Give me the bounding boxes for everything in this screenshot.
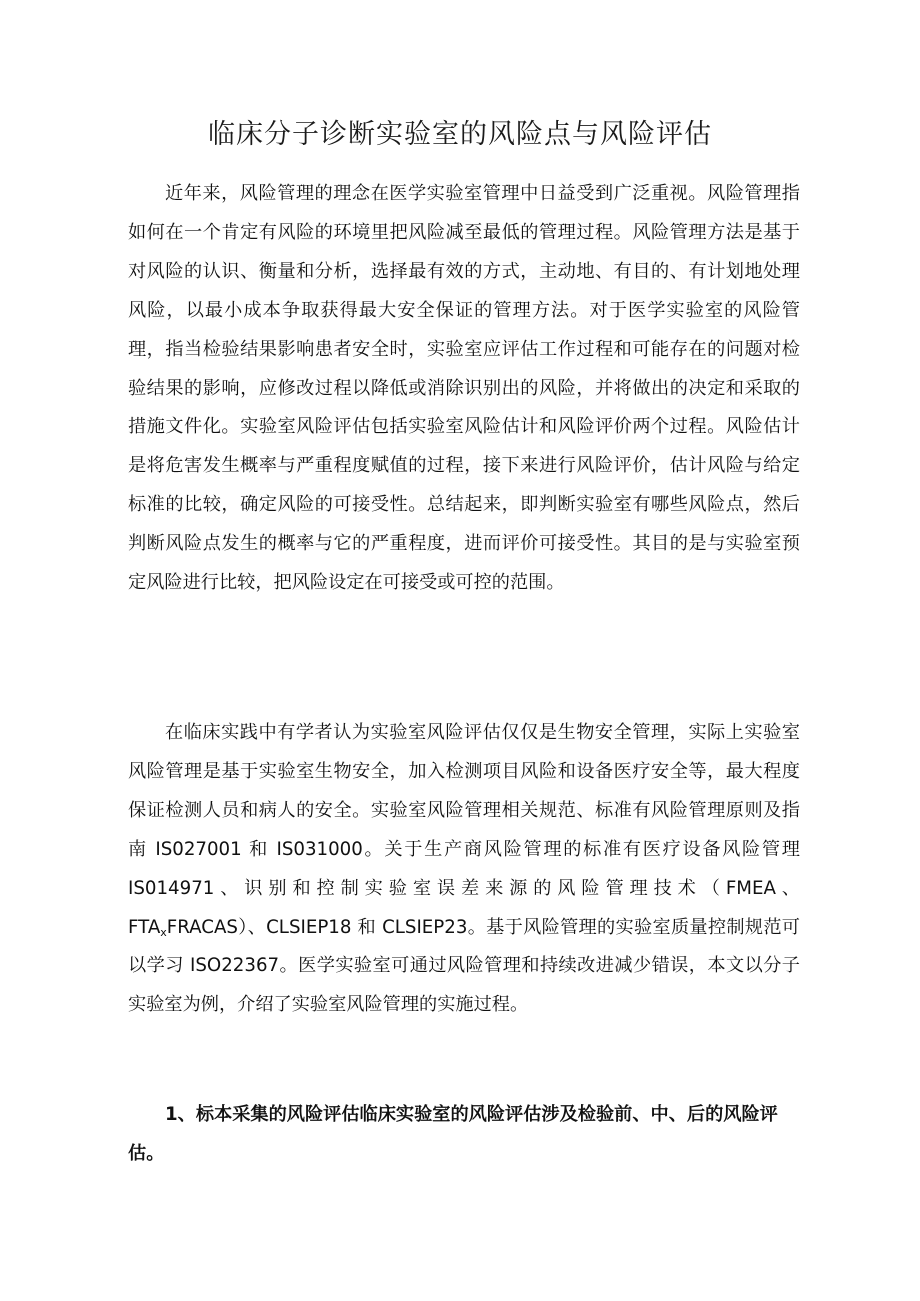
subscript-x: x <box>160 925 167 939</box>
section-heading-1: 1、标本采集的风险评估临床实验室的风险评估涉及检验前、中、后的风险评估。 <box>128 1104 778 1164</box>
paragraph-standards-text-1: 在临床实践中有学者认为实验室风险评估仅仅是生物安全管理，实际上实验室风险管理是基于实验室生物安全，加入检测项目风险和设备医疗安全等，最大程度保证检测人员和病人的安全。实验室风险管理相关规范、标准有风险管理原则及指南 IS027001 和 IS031000。关于生产商风险管理的标准有医疗设备风险管理 IS014971、识别和控制实验室误差来源的风险管理技术（FMEA、FTA <box>128 722 800 938</box>
paragraph-standards <box>128 714 800 1025</box>
document-title: 临床分子诊断实验室的风险点与风险评估 <box>208 119 712 150</box>
paragraph-intro: 近年来，风险管理的理念在医学实验室管理中日益受到广泛重视。风险管理指如何在一个肯定有风险的环境里把风险减至最低的管理过程。风险管理方法是基于对风险的认识、衡量和分析，选择最有效的方式，主动地、有目的、有计划地处理风险，以最小成本争取获得最大安全保证的管理方法。对于医学实验室的风险管理，指当检验结果影响患者安全时，实验室应评估工作过程和可能存在的问题对检验结果的影响，应修改过程以降低或消除识别出的风险，并将做出的决定和采取的措施文件化。实验室风险评估包括实验室风险估计和风险评价两个过程。风险估计是将危害发生概率与严重程度赋值的过程，接下来进行风险评价，估计风险与给定标准的比较，确定风险的可接受性。总结起来，即判断实验室有哪些风险点，然后判断风险点发生的概率与它的严重程度，进而评价可接受性。其目的是与实验室预定风险进行比较，把风险设定在可接受或可控的范围。 <box>128 183 800 594</box>
paragraph-standards-text-2: FRACAS）、CLSIEP18 和 CLSIEP23。基于风险管理的实验室质量控制规范可以学习 ISO22367。医学实验室可通过风险管理和持续改进减少错误，本文以分子实验室为例，介绍了实验室风险管理的实施过程。 <box>128 916 800 1016</box>
